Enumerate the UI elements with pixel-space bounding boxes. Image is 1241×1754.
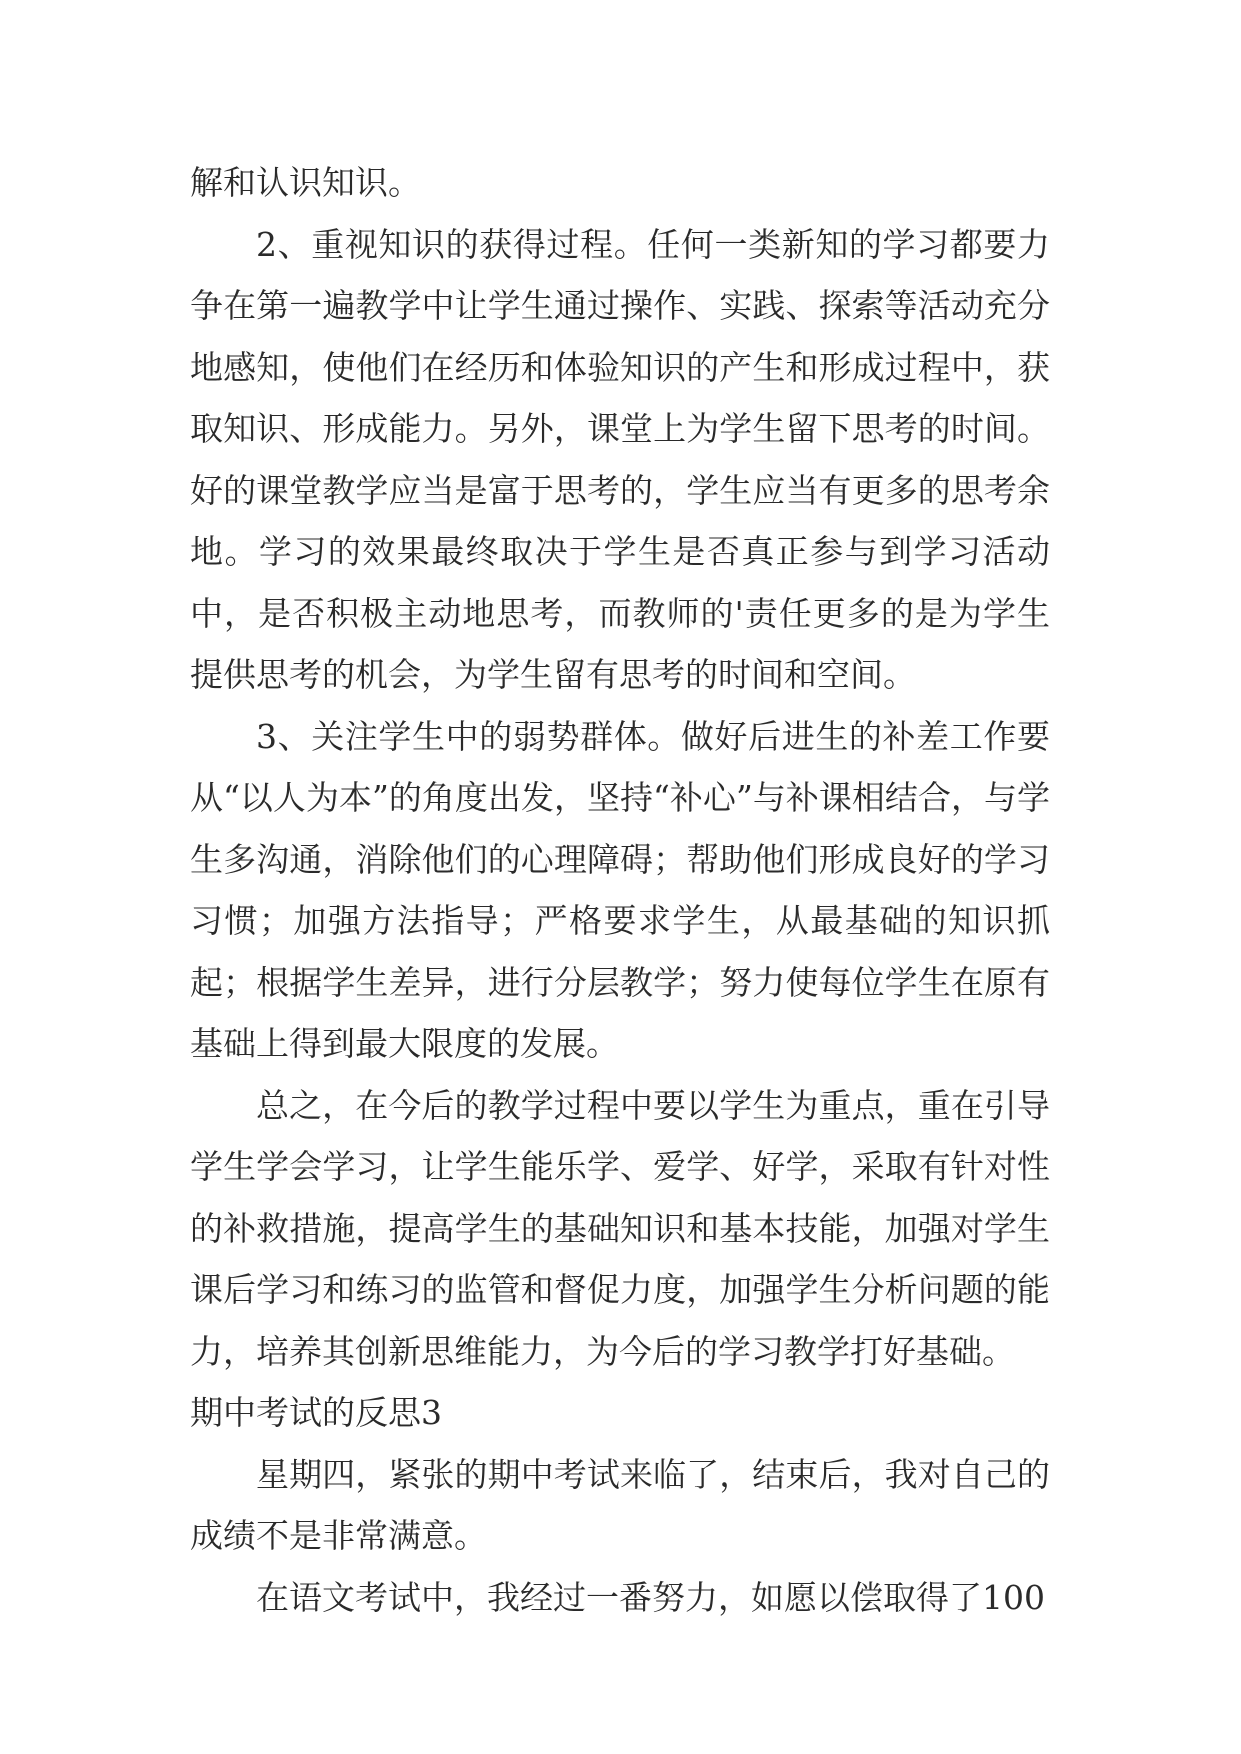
paragraph-summary: 总之，在今后的教学过程中要以学生为重点，重在引导学生学会学习，让学生能乐学、爱学、好学，采取有针对性的补救措施，提高学生的基础知识和基本技能，加强对学生课后学习和练习的监管和督促力度，加强学生分析问题的能力，培养其创新思维能力，为今后的学习教学打好基础。 [190,1085,1050,1371]
paragraph-chinese-exam: 在语文考试中，我经过一番努力，如愿以偿取得了100 [256,1577,1045,1617]
paragraph-weak-students: 3、关注学生中的弱势群体。做好后进生的补差工作要从“以人为本”的角度出发，坚持“补心”与补课相结合，与学生多沟通，消除他们的心理障碍；帮助他们形成良好的学习习惯；加强方法指导；严格要求学生，从最基础的知识抓起；根据学生差异，进行分层教学；努力使每位学生在原有基础上得到最大限度的发展。 [190,716,1050,1063]
document-page [190,152,1050,1628]
paragraph-thursday: 星期四，紧张的期中考试来临了，结束后，我对自己的成绩不是非常满意。 [190,1454,1050,1555]
paragraph-knowledge-process: 2、重视知识的获得过程。任何一类新知的学习都要力争在第一遍教学中让学生通过操作、实践、探索等活动充分地感知，使他们在经历和体验知识的产生和形成过程中，获取知识、形成能力。另外，课堂上为学生留下思考的时间。好的课堂教学应当是富于思考的，学生应当有更多的思考余地。学习的效果最终取决于学生是否真正参与到学习活动中，是否积极主动地思考，而教师的'责任更多的是为学生提供思考的机会，为学生留有思考的时间和空间。 [190,224,1050,694]
section-title: 期中考试的反思3 [190,1393,442,1432]
paragraph-fragment: 解和认识知识。 [190,163,421,202]
